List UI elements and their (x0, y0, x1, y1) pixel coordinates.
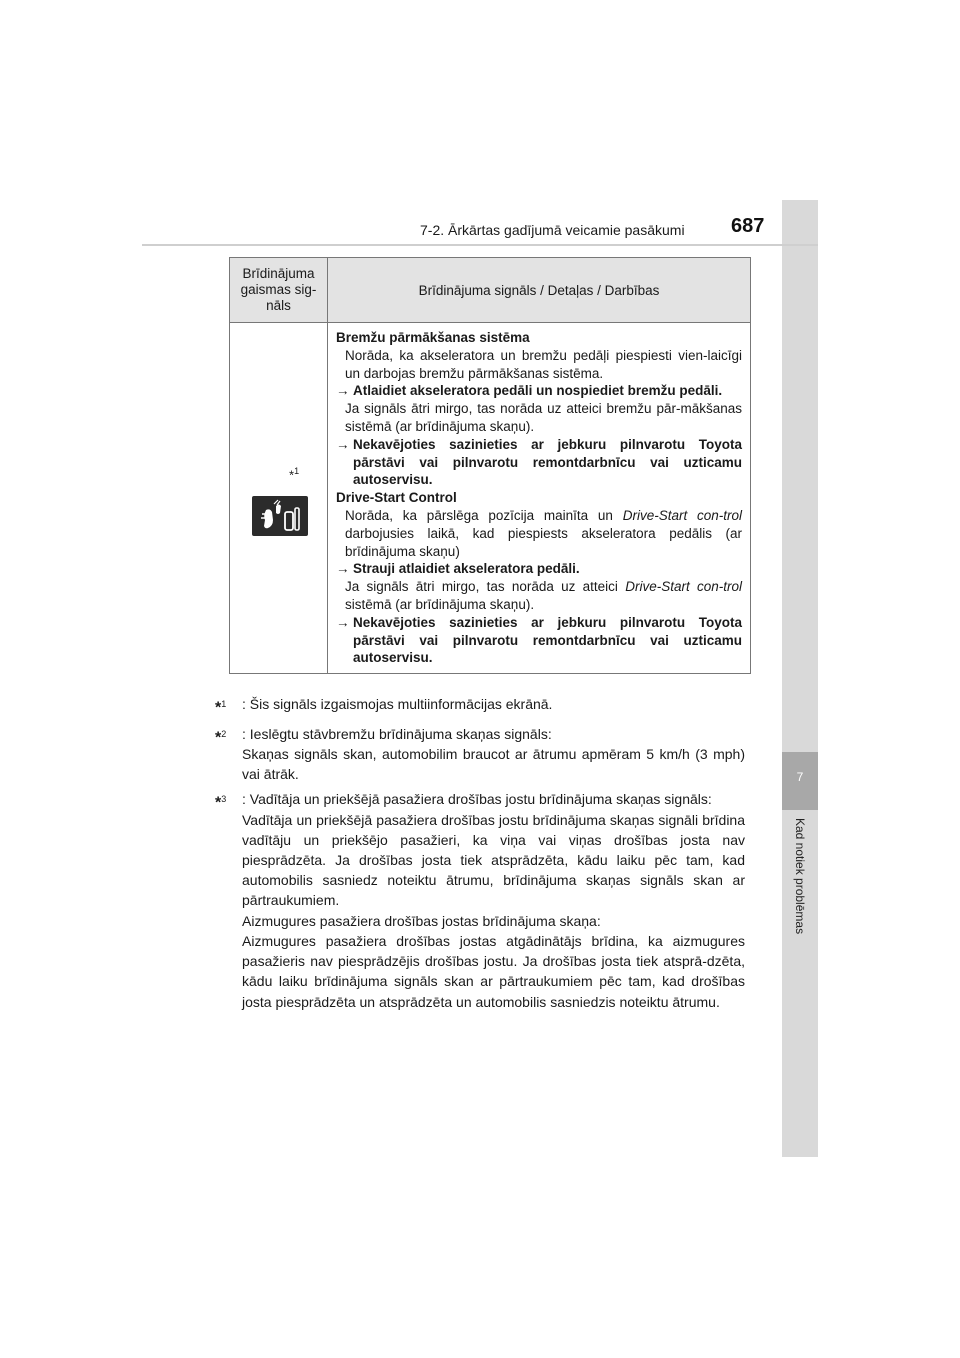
warning-details-cell (328, 323, 750, 673)
chapter-number: 7 (796, 770, 804, 784)
brake-override-warning-icon (252, 496, 308, 536)
footnote-1: *$^1$ : Šis signāls izgaismojas multiinformācijas ekrānā. (215, 696, 553, 717)
arrow-icon: → (336, 383, 350, 399)
footnotes (215, 694, 745, 1017)
table-row (230, 323, 750, 673)
description: Ja signāls ātri mirgo, tas norāda uz atteici Drive-Start con-trol sistēmā (ar brīdinājuma skaņu). (345, 579, 742, 612)
footnote-2: *$^2$ : Ieslēgtu stāvbremžu brīdinājuma skaņas signāls: Skaņas signāls skan, automobilim braucot ar ātrumu apmēram 5 km/h (3 mph) vai ātrāk. (215, 725, 745, 783)
footnote-ref: *$^1$ (289, 466, 300, 483)
action-line: → Strauji atlaidiet akseleratora pedāli. (336, 561, 580, 577)
arrow-icon: → (336, 436, 350, 452)
description: Norāda, ka akseleratora un bremžu pedāļi piespiesti vien-laicīgi un darbojas bremžu pārmākšanas sistēma. (345, 347, 742, 381)
col1-header: Brīdinājuma gaismas sig-nāls (230, 258, 328, 322)
warning-light-cell (230, 323, 328, 673)
side-strip (782, 200, 818, 1157)
action-line: → Nekavējoties sazinieties ar jebkuru pilnvarotu Toyota pārstāvi vai pilnvarotu remontdarbnīcu vai uzticamu autoservisu. (336, 614, 742, 666)
system-title: Bremžu pārmākšanas sistēma (336, 330, 530, 345)
footnote-3: *$^3$ : Vadītāja un priekšējā pasažiera drošības jostu brīdinājuma skaņas signāls: Vadītāja un priekšējā pasažiera drošības jostu brīdinājuma skaņas signāli brīdina vadītāju un priekšējo pasažieri, ka viņa vai viņas drošības josta nav piesprādzēta. Ja drošības josta tiek atsprādzēta, kādu laiku pēc tam, kad automobilis sasniedz noteiktu ātrumu, brīdinājuma skaņas signāls skan ar pārtraukumiem. Aizmugures pasažiera drošības jostas brīdinājuma skaņa: Aizmugures pasažiera drošības jostas atgādinātājs brīdina, ka aizmugures pasažieris nav piesprādzējis drošības jostu. Ja drošības josta tiek atsprā-dzēta, kādu laiku brīdinājuma signāls skan ar pārtraukumiem pēc tam, kad drošības josta piesprādzēta un atsprādzēta un automobilis sasniedzis noteiktu ātrumu. (215, 791, 745, 1010)
system-title: Drive-Start Control (336, 490, 457, 506)
header-divider (142, 244, 818, 246)
page-number: 687 (731, 215, 765, 237)
section-title: 7-2. Ārkārtas gadījumā veicamie pasākumi (420, 222, 685, 238)
arrow-icon: → (336, 561, 350, 577)
description: Norāda, ka pārslēga pozīcija mainīta un Drive-Start con-trol darbojusies laikā, kad piespiests akseleratora pedālis (ar brīdinājuma skaņu) (345, 507, 742, 559)
action-line: → Atlaidiet akseleratora pedāli un nospiediet bremžu pedāli. (336, 383, 723, 399)
arrow-icon: → (336, 614, 350, 630)
action-line: → Nekavējoties sazinieties ar jebkuru pilnvarotu Toyota pārstāvi vai pilnvarotu remontdarbnīcu vai uzticamu autoservisu. (336, 436, 742, 488)
warning-table (229, 257, 751, 674)
description: Ja signāls ātri mirgo, tas norāda uz atteici bremžu pār-mākšanas sistēmā (ar brīdinājuma skaņu). (345, 401, 742, 434)
table-header (230, 258, 750, 323)
col2-header: Brīdinājuma signāls / Detaļas / Darbības (418, 282, 660, 298)
chapter-label: Kad notiek problēmas (793, 818, 807, 935)
